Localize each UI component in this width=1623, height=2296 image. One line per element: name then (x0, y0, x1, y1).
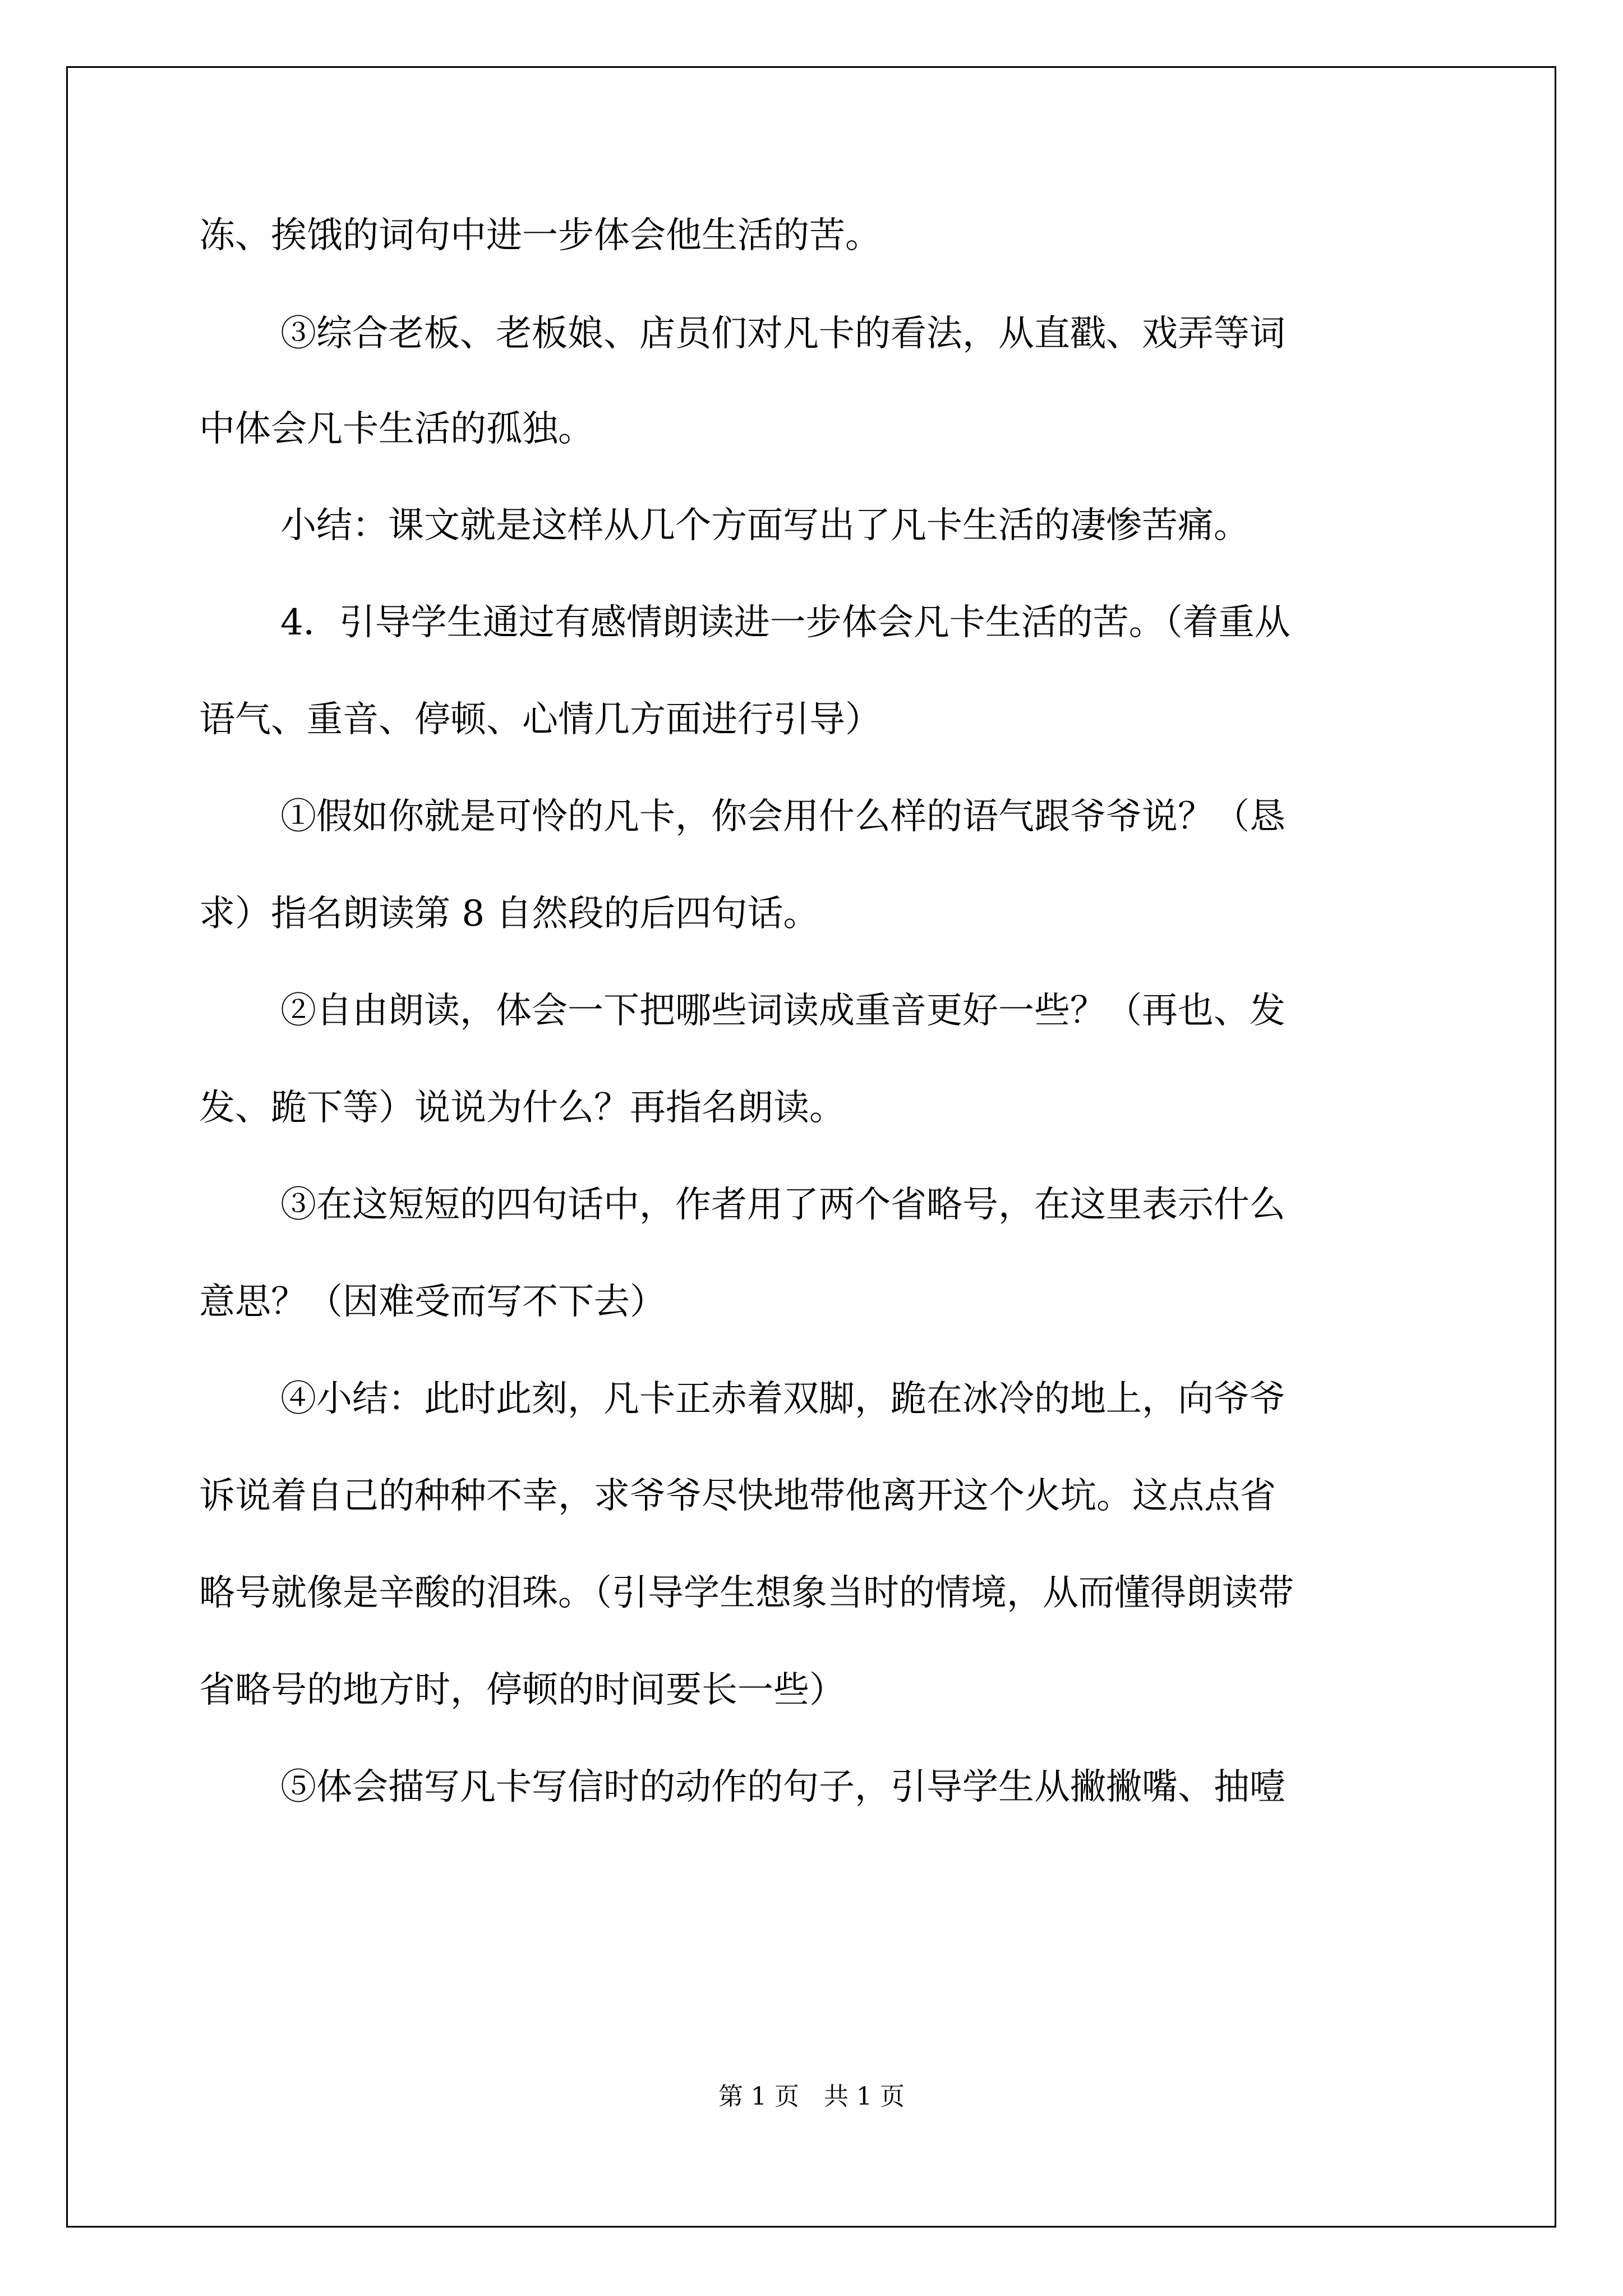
text-line: 发、跪下等）说说为什么？再指名朗读。 (199, 1087, 845, 1129)
text-line: 诉说着自己的种种不幸，求爷爷尽快地带他离开这个火坑。这点点省 (199, 1475, 1276, 1517)
text-line: 略号就像是辛酸的泪珠。（引导学生想象当时的情境，从而懂得朗读带 (199, 1572, 1294, 1614)
text-line: 小结：课文就是这样从几个方面写出了凡卡生活的凄惨苦痛。 (280, 505, 1249, 546)
text-line: 中体会凡卡生活的孤独。 (199, 408, 594, 450)
text-line: 语气、重音、停顿、心情几方面进行引导） (199, 699, 881, 740)
page-border (66, 66, 1556, 2228)
text-line: 4．引导学生通过有感情朗读进一步体会凡卡生活的苦。（着重从 (280, 602, 1290, 643)
text-line: 求）指名朗读第 8 自然段的后四句话。 (199, 893, 819, 935)
text-line: 意思？（因难受而写不下去） (199, 1281, 666, 1323)
text-line: ④小结：此时此刻，凡卡正赤着双脚，跪在冰冷的地上，向爷爷 (280, 1378, 1285, 1420)
page-number: 第 1 页 共 1 页 (718, 2082, 905, 2111)
text-line: ⑤体会描写凡卡写信时的动作的句子，引导学生从撇撇嘴、抽噎 (280, 1766, 1285, 1808)
text-line: ③综合老板、老板娘、店员们对凡卡的看法，从直戳、戏弄等词 (280, 313, 1285, 355)
text-line: ①假如你就是可怜的凡卡，你会用什么样的语气跟爷爷说？（恳 (280, 796, 1285, 838)
text-line: ③在这短短的四句话中，作者用了两个省略号，在这里表示什么 (280, 1184, 1285, 1226)
text-line: 冻、挨饿的词句中进一步体会他生活的苦。 (199, 215, 881, 256)
text-line: ②自由朗读，体会一下把哪些词读成重音更好一些？（再也、发 (280, 990, 1285, 1032)
text-line: 省略号的地方时，停顿的时间要长一些） (199, 1669, 845, 1711)
